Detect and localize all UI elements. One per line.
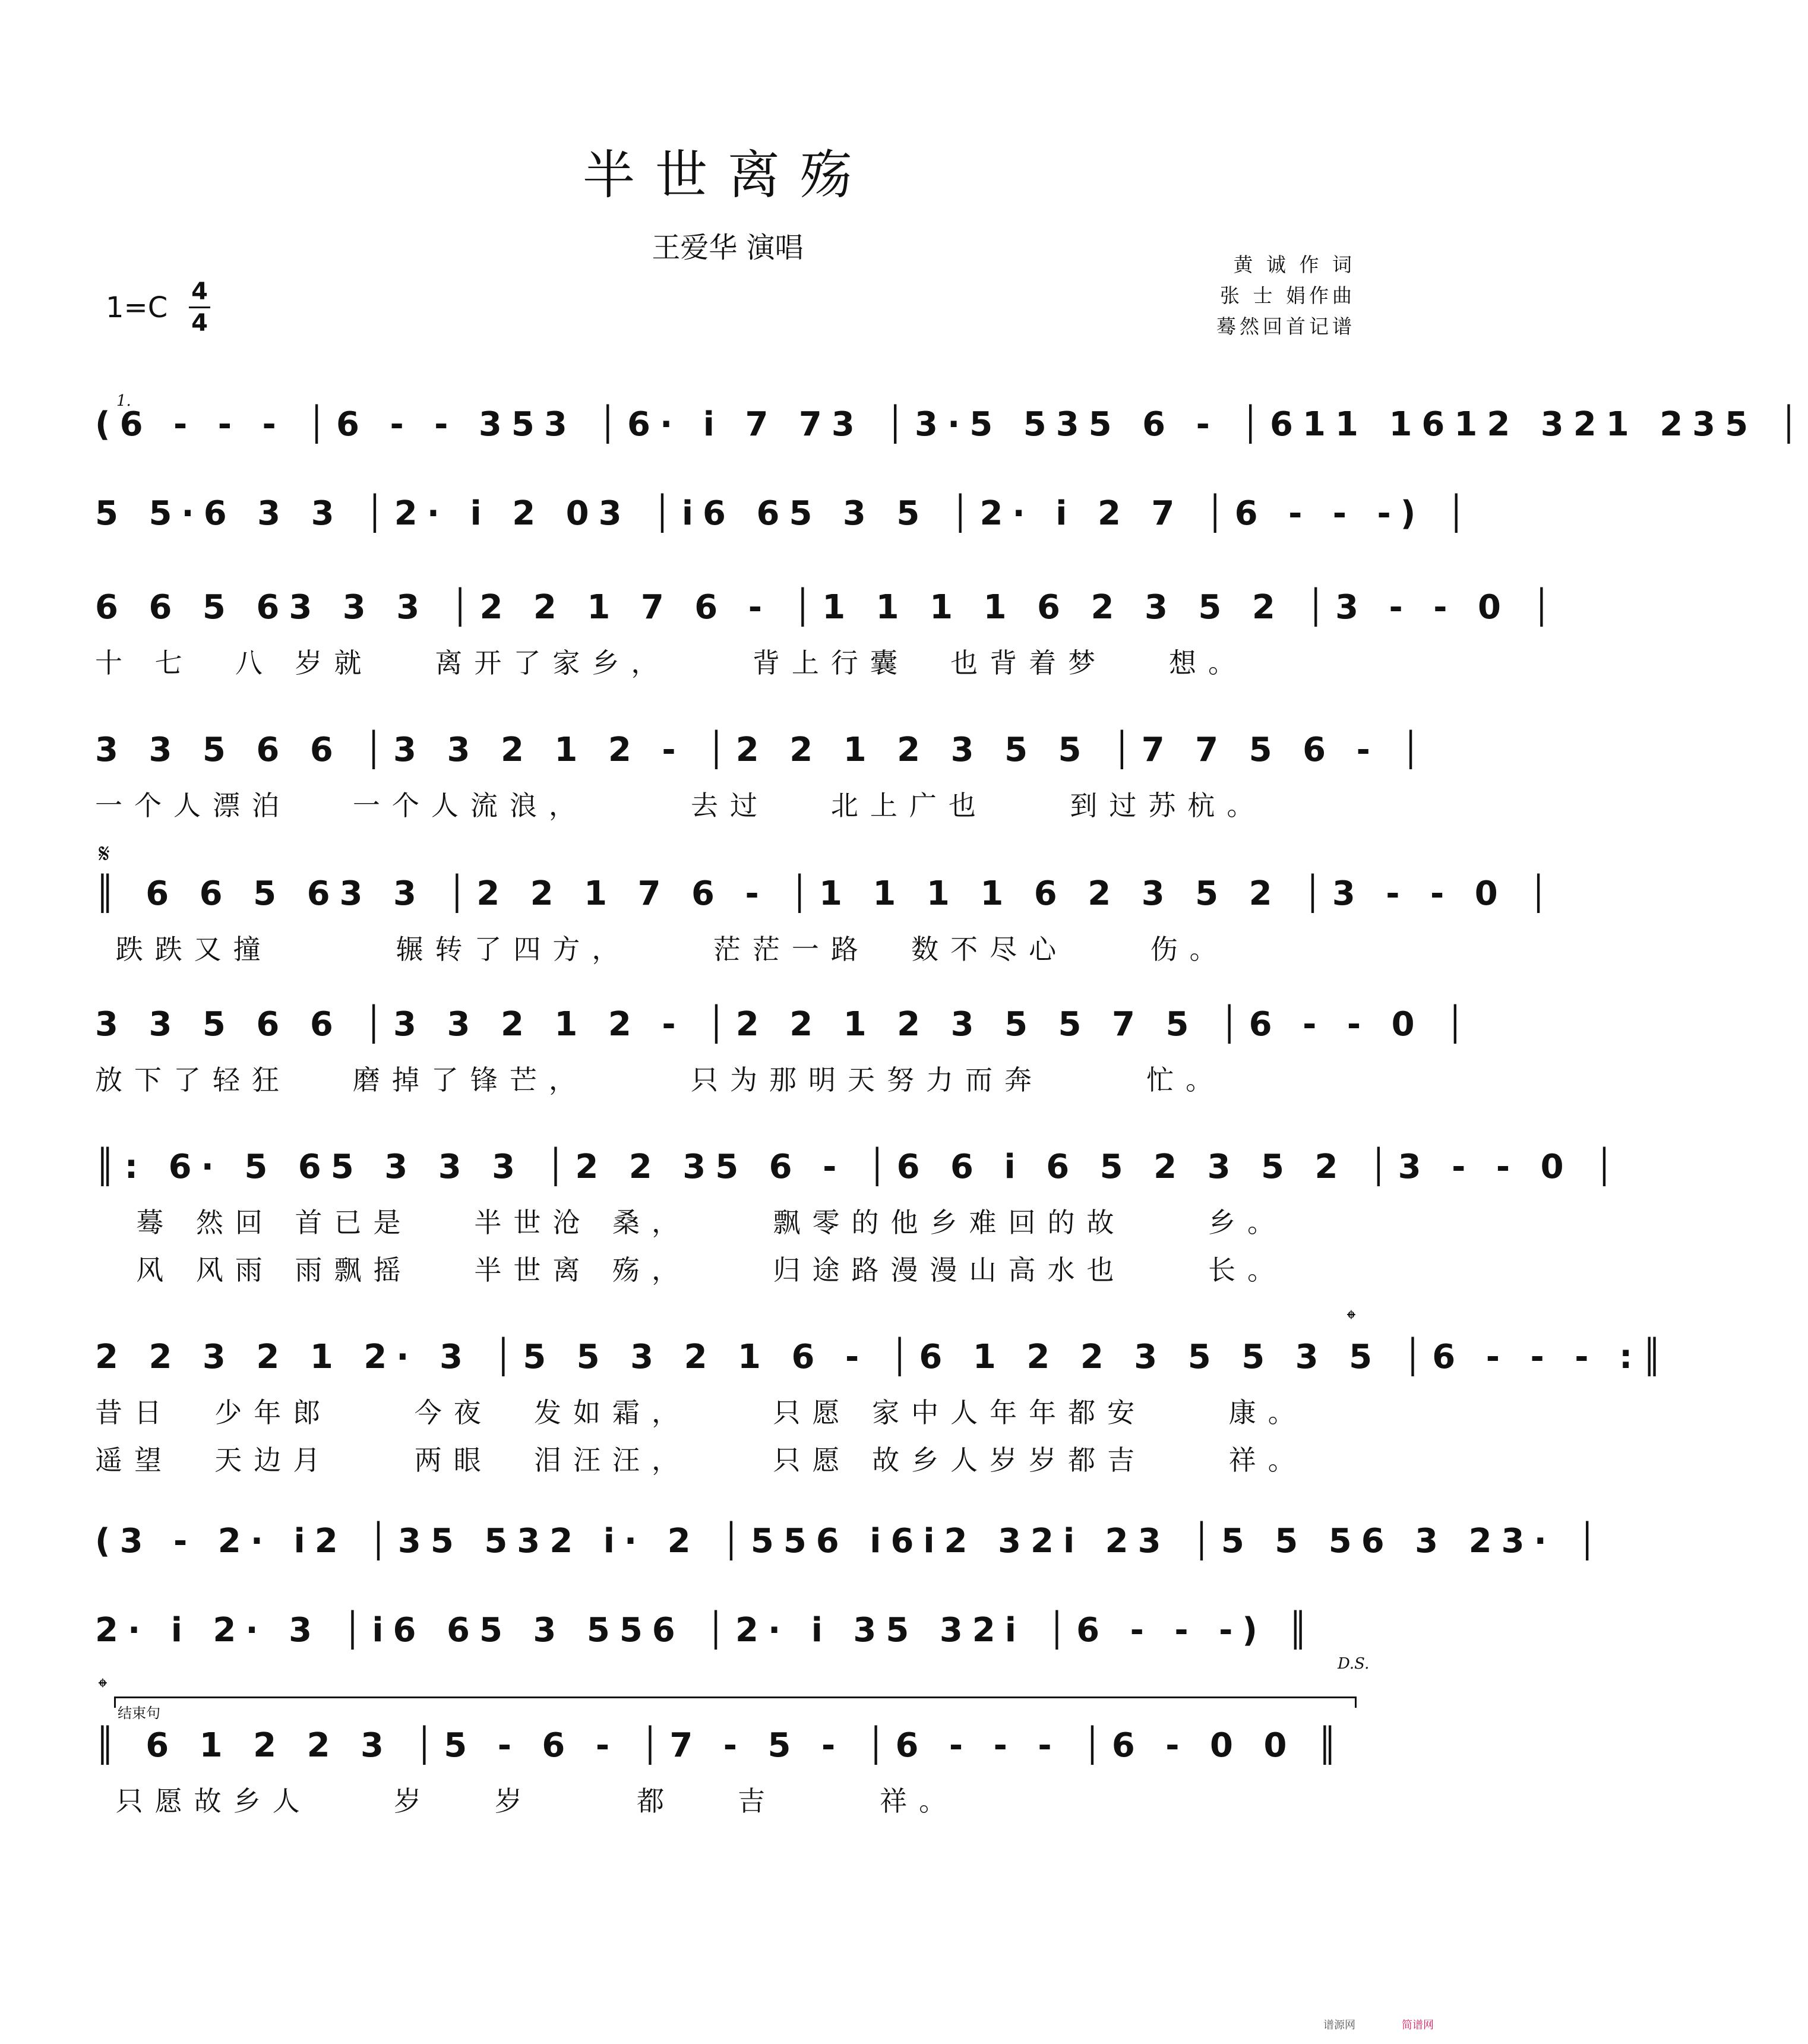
time-signature	[189, 278, 210, 337]
credits	[1216, 249, 1355, 342]
ending-label: 结束句	[118, 1705, 160, 1721]
time-signature-bottom: 4	[191, 309, 208, 337]
lyric-line-8b: 遥望 天边月 两眼 泪汪汪， 只愿 故乡人岁岁都吉 祥。	[95, 1444, 1307, 1476]
lyric-line-7a: 蓦 然回 首已是 半世沧 桑， 飘零的他乡难回的故 乡。	[95, 1206, 1287, 1239]
lyric-line-8a: 昔日 少年郎 今夜 发如霜， 只愿 家中人年年都安 康。	[95, 1397, 1307, 1429]
lyric-line-5: 跌跌又撞 辗转了四方， 茫茫一路 数不尽心 伤。	[95, 933, 1229, 965]
notation-line-5: ║ 6 6 5 63 3 │2 2 1 7 6 - │1 1 1 1 6 2 3 5 2 │3 - - 0 │	[95, 874, 1558, 913]
transcriber-credit: 蓦然回首记谱	[1216, 315, 1355, 338]
watermark-left: 谱源网	[1323, 2019, 1355, 2032]
notation-line-1: (6 - - - │6 - - 353 │6· i 7 73 │3·5 535 6 - │611 1612 321 235 │	[95, 405, 1808, 444]
lyric-line-6: 放下了轻狂 磨掉了锋芒， 只为那明天努力而奔 忙。	[95, 1064, 1225, 1096]
lyric-line-3: 十 七 八 岁就 离开了家乡， 背上行囊 也背着梦 想。	[95, 647, 1247, 679]
notation-line-8: 2 2 3 2 1 2· 3 │5 5 3 2 1 6 - │6 1 2 2 3 5 5 3 5 │6 - - - :║	[95, 1338, 1672, 1376]
volta-mark: 1.	[116, 392, 131, 410]
coda-sign-bottom: 𝄌	[99, 1674, 107, 1701]
singer-credit: 王爱华 演唱	[652, 231, 804, 264]
composer-credit: 张 士 娟作曲	[1220, 284, 1355, 307]
lyric-line-7b: 风 风雨 雨飘摇 半世离 殇， 归途路漫漫山高水也 长。	[95, 1254, 1287, 1286]
notation-line-3: 6 6 5 63 3 3 │2 2 1 7 6 - │1 1 1 1 6 2 3 5 2 │3 - - 0 │	[95, 588, 1562, 627]
ending-bracket	[114, 1697, 1357, 1708]
notation-line-7: ║: 6· 5 65 3 3 3 │2 2 35 6 - │6 6 i 6 5 2 3 5 2 │3 - - 0 │	[95, 1148, 1624, 1186]
time-signature-top: 4	[191, 278, 208, 305]
notation-line-6: 3 3 5 6 6 │3 3 2 1 2 - │2 2 1 2 3 5 5 7 5 │6 - - 0 │	[95, 1005, 1475, 1044]
notation-line-2: 5 5·6 3 3 │2· i 2 03 │i6 65 3 5 │2· i 2 7 │6 - - -) │	[95, 494, 1476, 533]
watermark-right: 简谱网	[1402, 2019, 1434, 2032]
notation-line-4: 3 3 5 6 6 │3 3 2 1 2 - │2 2 1 2 3 5 5 │7 7 5 6 - │	[95, 731, 1431, 769]
lyric-line-4: 一个人漂泊 一个人流浪， 去过 北上广也 到过苏杭。	[95, 789, 1266, 822]
segno-sign: 𝄋	[99, 839, 110, 869]
notation-line-11: ║ 6 1 2 2 3 │5 - 6 - │7 - 5 - │6 - - - │6 - 0 0 ║	[95, 1726, 1347, 1765]
notation-line-9: (3 - 2· i2 │35 532 i· 2 │556 i6i2 32i 23 │5 5 56 3 23· │	[95, 1522, 1607, 1560]
time-signature-bar	[189, 307, 210, 308]
lyric-line-11: 只愿故乡人 岁 岁 都 吉 祥。	[95, 1785, 959, 1817]
song-title: 半世离殇	[582, 144, 873, 206]
key-signature: 1=C	[106, 291, 168, 324]
ds-mark: D.S.	[1338, 1655, 1370, 1673]
coda-sign-top: 𝄌	[1347, 1306, 1355, 1333]
lyricist-credit: 黄 诚 作 词	[1233, 253, 1355, 276]
notation-line-10: 2· i 2· 3 │i6 65 3 556 │2· i 35 32i │6 - - -) ║	[95, 1611, 1318, 1650]
